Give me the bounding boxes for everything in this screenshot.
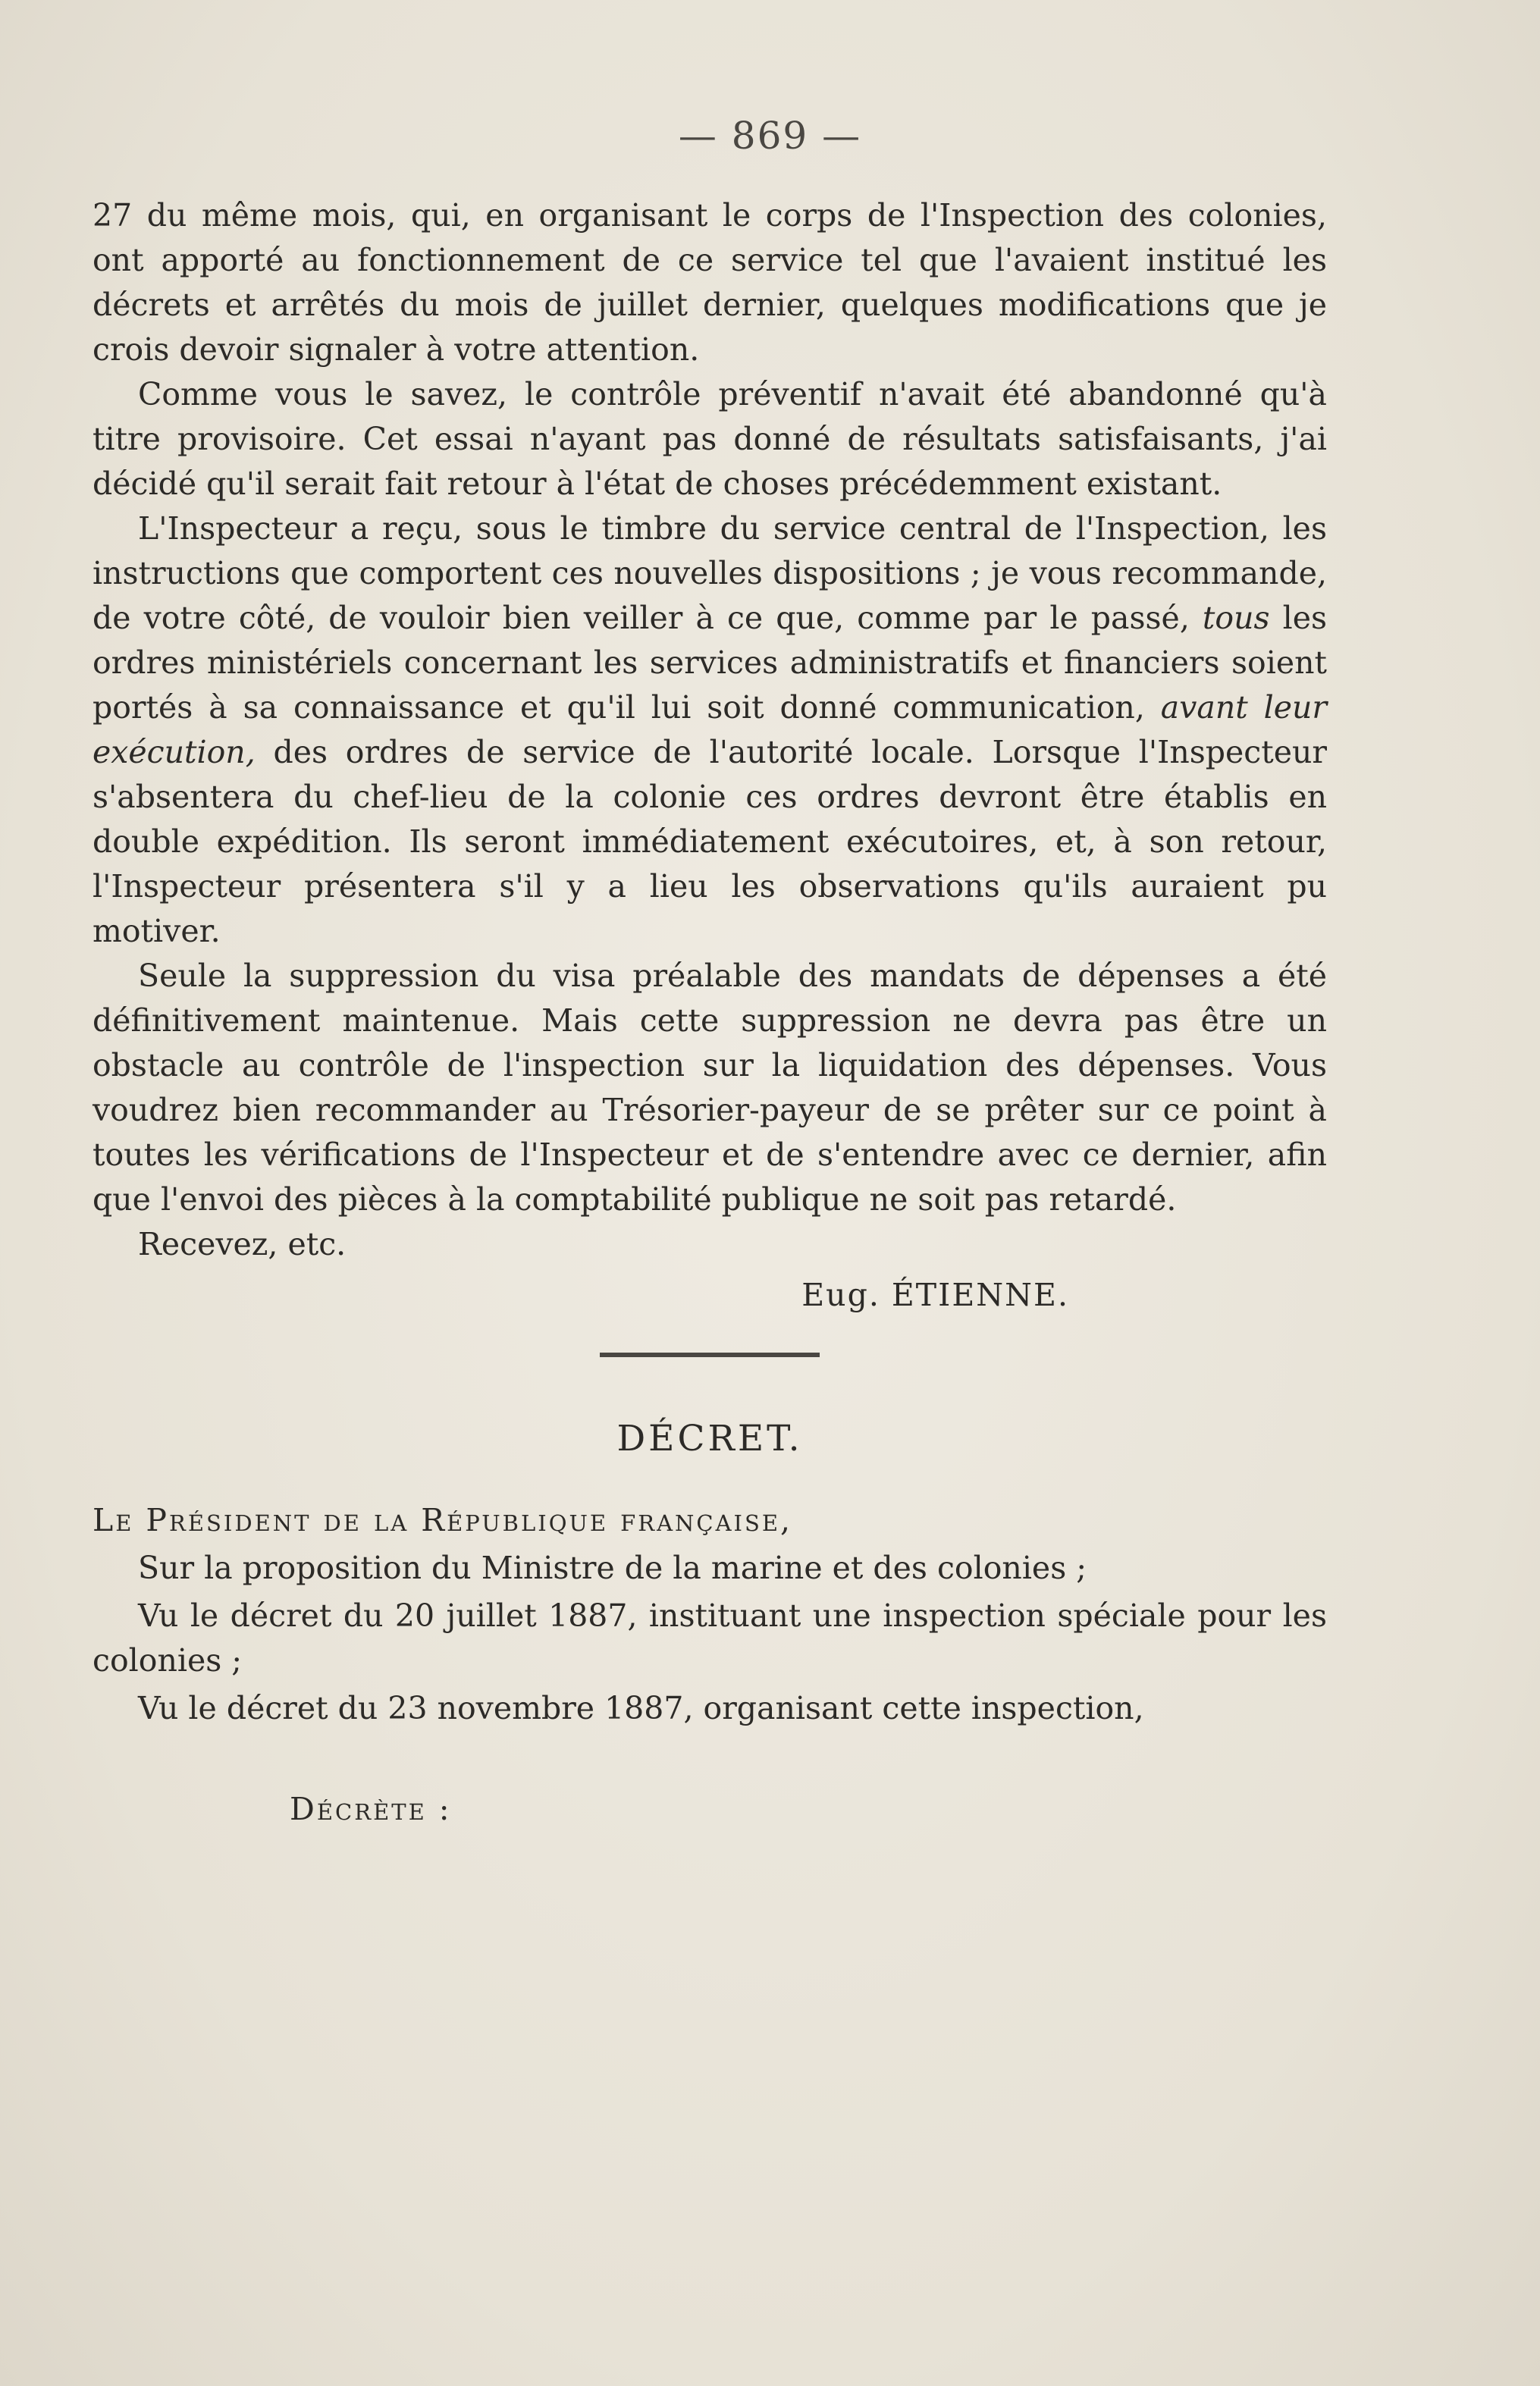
decrete-heading: Décrète :: [290, 1791, 452, 1827]
emphasis-avant-execution: avant leur exécution,: [93, 689, 1327, 770]
page-number: — 869 —: [678, 114, 862, 158]
paragraph-text-part: L'Inspecteur a reçu, sous le timbre du service central de l'Inspection, les instructions que comportent ces nouvelles dispositions ; je vous recommande, de votre côté, de vouloir bien veiller à ce que, comme par le passé,: [93, 510, 1327, 636]
paragraph-text-part: des ordres de service de l'autorité locale. Lorsque l'Inspecteur s'absentera du chef-lieu de la colonie ces ordres devront être établis en double expédition. Ils seront immédiatement exécutoires, et, à son retour, l'Inspecteur présentera s'il y a lieu les observations qu'ils auraient pu motiver.: [93, 734, 1327, 949]
section-divider: [600, 1353, 820, 1357]
decret-president-line: Le Président de la République française,: [93, 1502, 793, 1538]
decret-clause: Sur la proposition du Ministre de la marine et des colonies ;: [138, 1550, 1087, 1586]
decret-title: DÉCRET.: [616, 1418, 803, 1460]
paragraph-text-part: les ordres ministériels concernant les services administratifs et financiers soient portés à sa connaissance et qu'il lui soit donné communication,: [93, 600, 1328, 726]
decret-clause: Vu le décret du 23 novembre 1887, organisant cette inspection,: [138, 1690, 1144, 1726]
paragraph-continuation: 27 du même mois, qui, en organisant le corps de l'Inspection des colonies, ont apporté au fonctionnement de ce service tel que l'avaient institué les décrets et arrêtés du mois de juillet dernier, quelques modifications que je crois devoir signaler à votre attention.: [93, 197, 1327, 368]
signature: Eug. ÉTIENNE.: [801, 1277, 1069, 1313]
paragraph-suppression-visa: Seule la suppression du visa préalable des mandats de dépenses a été définitivement maintenue. Mais cette suppression ne devra pas être un obstacle au contrôle de l'inspection sur la liquidation des dépenses. Vous voudrez bien recommander au Trésorier-payeur de se prêter sur ce point à toutes les vérifications de l'Inspecteur et de s'entendre avec ce dernier, afin que l'envoi des pièces à la comptabilité publique ne soit pas retardé.: [93, 958, 1327, 1218]
page-body: [93, 193, 1327, 1832]
paragraph-inspecteur-instructions: [93, 506, 1327, 954]
decret-clause: Vu le décret du 20 juillet 1887, instituant une inspection spéciale pour les colonies ;: [93, 1597, 1327, 1679]
emphasis-tous: tous: [1202, 600, 1270, 636]
paragraph-closing: Recevez, etc.: [138, 1226, 347, 1262]
paragraph-controle-preventif: Comme vous le savez, le contrôle préventif n'avait été abandonné qu'à titre provisoire. Cet essai n'ayant pas donné de résultats satisfaisants, j'ai décidé qu'il serait fait retour à l'état de choses précédemment existant.: [93, 376, 1327, 502]
